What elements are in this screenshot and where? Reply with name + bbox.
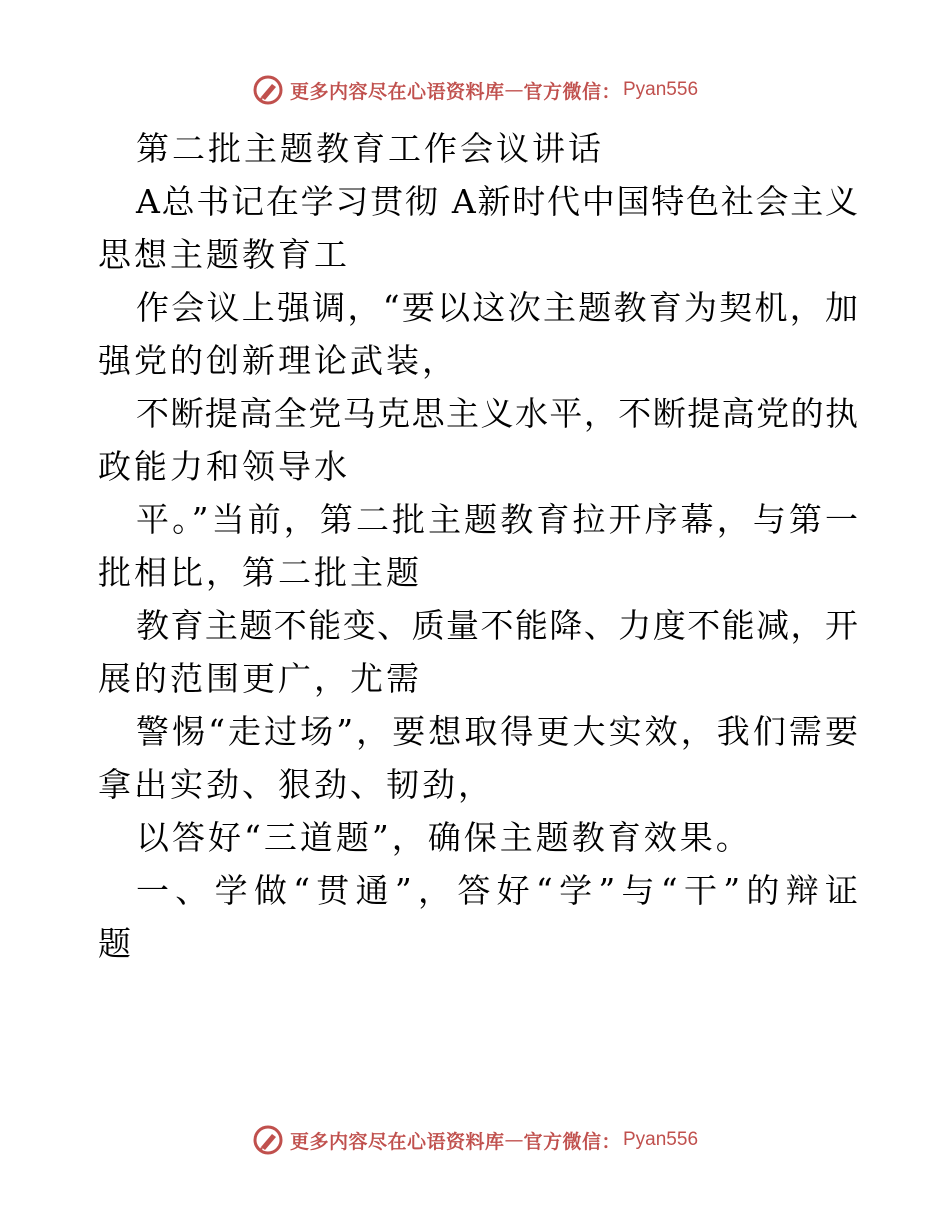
section-heading-line: 题 [98,924,134,963]
document-title: 第二批主题教育工作会议讲话 [136,129,604,168]
paragraph-line: 作会议上强调，“要以这次主题教育为契机，加 [136,288,858,327]
footer-banner-contact-id: Pyan556 [623,1129,699,1150]
footer-banner-contact-label: 官方微信： [523,1130,621,1153]
footer-banner [0,1120,950,1160]
footer-banner-text: 更多内容尽在心语资料库 [289,1130,505,1153]
paragraph-line: 展的范围更广，尤需 [98,659,422,698]
paragraph-line: 教育主题不能变、质量不能降、力度不能减，开 [136,606,858,645]
header-banner-contact-id: Pyan556 [623,79,699,100]
paragraph-line: A总书记在学习贯彻 A新时代中国特色社会主义 [136,182,858,221]
pen-logo-icon [252,74,284,106]
pen-logo-icon [252,1124,284,1156]
footer-banner-separator: — [504,1129,524,1151]
paragraph-line: 批相比，第二批主题 [98,553,422,592]
document-body [98,122,858,970]
header-banner-separator: — [504,79,524,101]
paragraph-line: 政能力和领导水 [98,447,350,486]
header-banner-contact-label: 官方微信： [523,80,621,103]
paragraph-line: 平。”当前，第二批主题教育拉开序幕，与第一 [136,500,858,539]
paragraph-line: 警惕“走过场”，要想取得更大实效，我们需要 [136,712,858,751]
header-banner [0,70,950,110]
paragraph-line: 强党的创新理论武装， [98,341,458,380]
paragraph-line: 拿出实劲、狠劲、韧劲， [98,765,494,804]
paragraph-line: 以答好“三道题”，确保主题教育效果。 [136,818,752,857]
section-heading-line: 一、学做“贯通”，答好“学”与“干”的辩证 [136,871,858,910]
header-banner-text: 更多内容尽在心语资料库 [289,80,505,103]
paragraph-line: 不断提高全党马克思主义水平，不断提高党的执 [136,394,858,433]
paragraph-line: 思想主题教育工 [98,235,350,274]
